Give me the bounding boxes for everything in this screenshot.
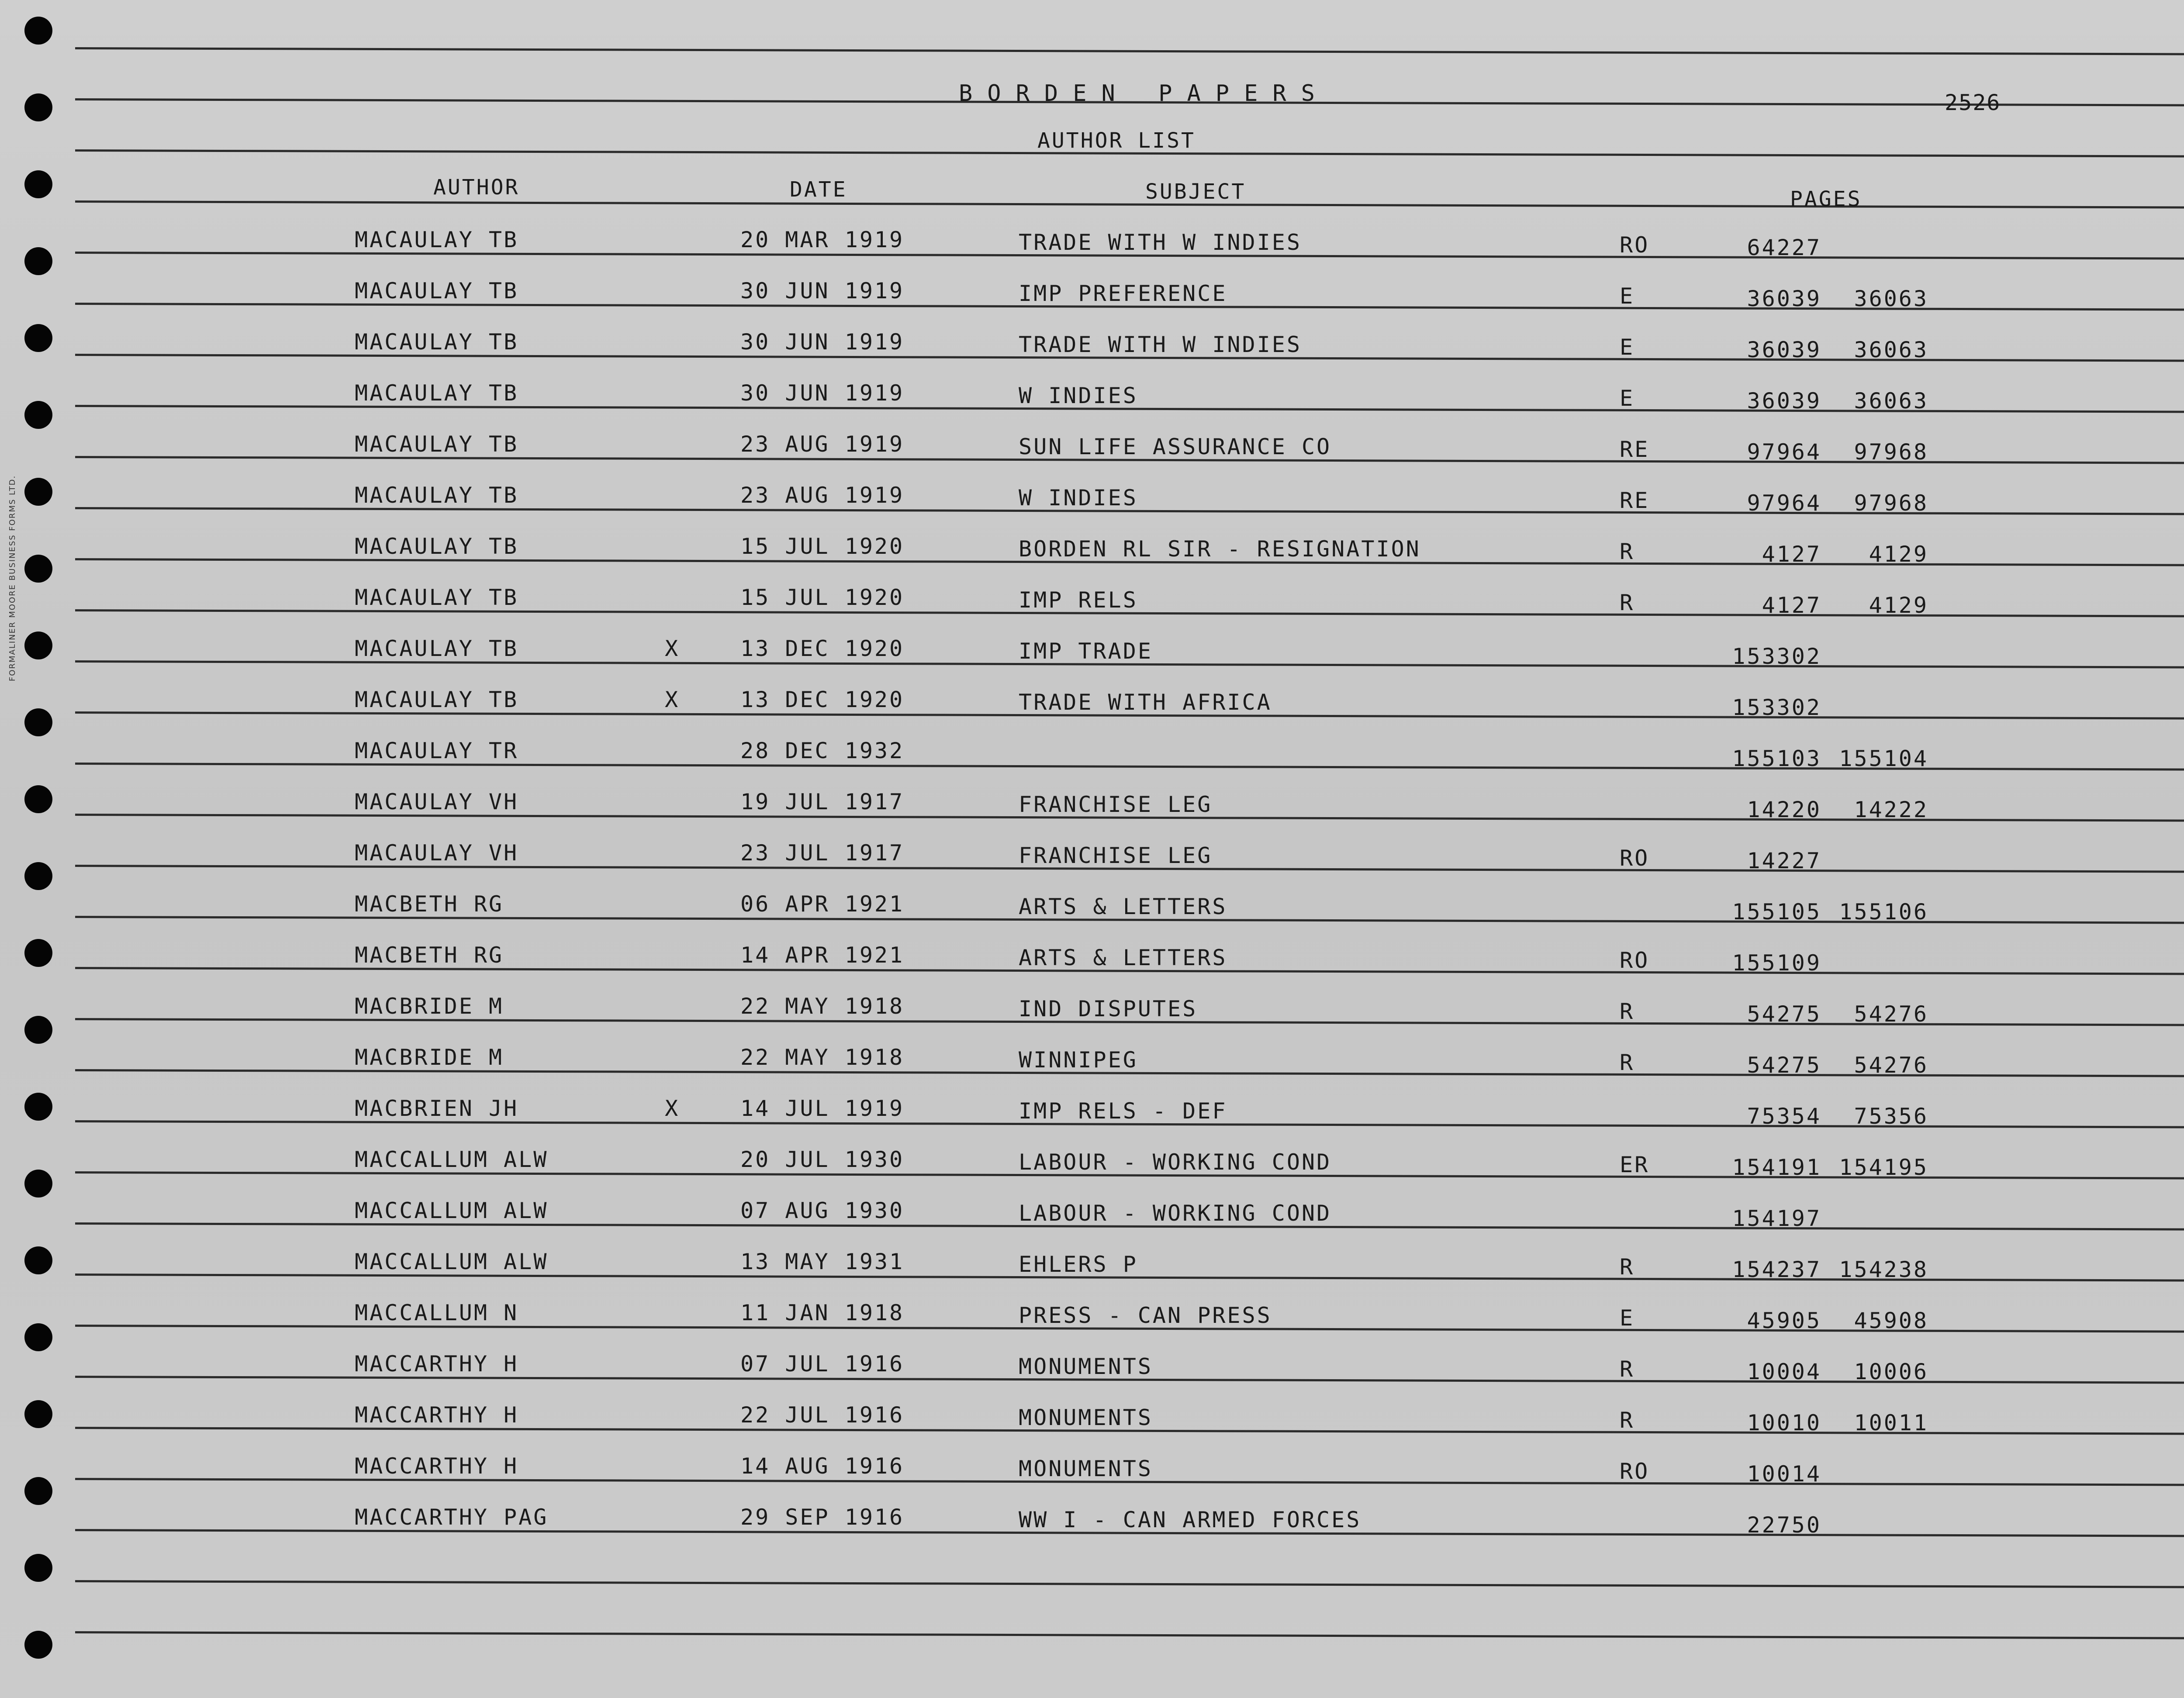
code-cell: R xyxy=(1620,1408,1635,1433)
page-to-cell: 10006 xyxy=(1854,1359,1928,1384)
author-cell: MACAULAY TB xyxy=(355,585,519,610)
page-from-cell: 75354 xyxy=(1747,1104,1821,1129)
subject-cell: WW I - CAN ARMED FORCES xyxy=(1019,1507,1362,1532)
sprocket-hole xyxy=(24,401,52,429)
date-cell: 22 MAY 1918 xyxy=(740,994,905,1019)
flag-cell: X xyxy=(665,636,680,661)
date-cell: 15 JUL 1920 xyxy=(740,534,905,559)
author-cell: MACBETH RG xyxy=(355,891,504,917)
page-from-cell: 4127 xyxy=(1762,593,1821,618)
page-from-cell: 155103 xyxy=(1732,746,1821,771)
column-header-subject: SUBJECT xyxy=(1145,179,1246,204)
page-to-cell: 154195 xyxy=(1839,1155,1928,1180)
page-from-cell: 54275 xyxy=(1747,1001,1821,1027)
subject-cell: FRANCHISE LEG xyxy=(1019,792,1213,817)
subject-cell: IMP RELS xyxy=(1019,587,1138,613)
date-cell: 19 JUL 1917 xyxy=(740,789,905,814)
date-cell: 23 AUG 1919 xyxy=(740,483,905,508)
date-cell: 11 JAN 1918 xyxy=(740,1300,905,1325)
page-subtitle: AUTHOR LIST xyxy=(1037,128,1196,153)
author-cell: MACBRIEN JH xyxy=(355,1096,519,1121)
date-cell: 07 AUG 1930 xyxy=(740,1198,905,1223)
author-cell: MACAULAY TR xyxy=(355,738,519,763)
subject-cell: IMP TRADE xyxy=(1019,638,1153,664)
author-cell: MACCARTHY H xyxy=(355,1453,519,1479)
subject-cell: MONUMENTS xyxy=(1019,1456,1153,1481)
author-cell: MACCARTHY H xyxy=(355,1402,519,1428)
author-cell: MACAULAY TB xyxy=(355,380,519,406)
page-from-cell: 4127 xyxy=(1762,542,1821,567)
author-cell: MACAULAY TB xyxy=(355,534,519,559)
date-cell: 13 MAY 1931 xyxy=(740,1249,905,1274)
subject-cell: ARTS & LETTERS xyxy=(1019,945,1227,970)
page-from-cell: 14227 xyxy=(1747,848,1821,873)
page-to-cell: 4129 xyxy=(1869,542,1928,567)
sprocket-hole xyxy=(24,247,52,275)
author-cell: MACAULAY VH xyxy=(355,789,519,814)
page-to-cell: 4129 xyxy=(1869,593,1928,618)
code-cell: RO xyxy=(1620,846,1650,871)
subject-cell: FRANCHISE LEG xyxy=(1019,843,1213,868)
sprocket-hole xyxy=(24,1246,52,1274)
date-cell: 30 JUN 1919 xyxy=(740,329,905,355)
page-to-cell: 155106 xyxy=(1839,899,1928,925)
page-from-cell: 64227 xyxy=(1747,235,1821,260)
subject-cell: PRESS - CAN PRESS xyxy=(1019,1303,1272,1328)
page-from-cell: 36039 xyxy=(1747,388,1821,414)
page-to-cell: 36063 xyxy=(1854,388,1928,414)
page-from-cell: 36039 xyxy=(1747,337,1821,362)
sprocket-hole xyxy=(24,939,52,967)
ruled-line xyxy=(75,47,2184,55)
page-from-cell: 10014 xyxy=(1747,1461,1821,1487)
page-from-cell: 54275 xyxy=(1747,1053,1821,1078)
date-cell: 22 JUL 1916 xyxy=(740,1402,905,1428)
sprocket-hole xyxy=(24,478,52,506)
date-cell: 07 JUL 1916 xyxy=(740,1351,905,1377)
sprocket-hole xyxy=(24,1016,52,1044)
sprocket-hole xyxy=(24,862,52,890)
subject-cell: TRADE WITH AFRICA xyxy=(1019,690,1272,715)
subject-cell: SUN LIFE ASSURANCE CO xyxy=(1019,434,1332,459)
code-cell: R xyxy=(1620,590,1635,615)
author-cell: MACCALLUM ALW xyxy=(355,1198,549,1223)
page-to-cell: 36063 xyxy=(1854,337,1928,362)
code-cell: R xyxy=(1620,999,1635,1024)
code-cell: E xyxy=(1620,283,1635,309)
subject-cell: LABOUR - WORKING COND xyxy=(1019,1201,1332,1226)
page-to-cell: 14222 xyxy=(1854,797,1928,822)
sprocket-hole xyxy=(24,1400,52,1428)
subject-cell: MONUMENTS xyxy=(1019,1354,1153,1379)
page-from-cell: 36039 xyxy=(1747,286,1821,311)
sprocket-hole xyxy=(24,785,52,813)
subject-cell: ARTS & LETTERS xyxy=(1019,894,1227,919)
author-cell: MACAULAY TB xyxy=(355,483,519,508)
subject-cell: BORDEN RL SIR - RESIGNATION xyxy=(1019,536,1421,562)
sprocket-hole xyxy=(24,1631,52,1659)
code-cell: RE xyxy=(1620,488,1650,513)
subject-cell: W INDIES xyxy=(1019,383,1138,408)
sprocket-hole xyxy=(24,708,52,736)
code-cell: E xyxy=(1620,386,1635,411)
author-cell: MACCARTHY PAG xyxy=(355,1505,549,1530)
sprocket-hole xyxy=(24,170,52,198)
subject-cell: MONUMENTS xyxy=(1019,1405,1153,1430)
sprocket-hole xyxy=(24,1554,52,1582)
sprocket-hole xyxy=(24,632,52,659)
date-cell: 14 JUL 1919 xyxy=(740,1096,905,1121)
margin-imprint: FORMALINER MOORE BUSINESS FORMS LTD. xyxy=(8,475,17,681)
subject-cell: IMP RELS - DEF xyxy=(1019,1098,1227,1124)
column-header-date: DATE xyxy=(790,177,847,202)
page-from-cell: 153302 xyxy=(1732,695,1821,720)
code-cell: RO xyxy=(1620,948,1650,973)
date-cell: 13 DEC 1920 xyxy=(740,687,905,712)
sprocket-hole xyxy=(24,17,52,45)
author-cell: MACAULAY TB xyxy=(355,431,519,457)
page-from-cell: 45905 xyxy=(1747,1308,1821,1333)
code-cell: RO xyxy=(1620,232,1650,258)
author-cell: MACCALLUM N xyxy=(355,1300,519,1325)
code-cell: R xyxy=(1620,1356,1635,1382)
sprocket-hole xyxy=(24,93,52,121)
author-cell: MACAULAY VH xyxy=(355,840,519,866)
ruled-line xyxy=(75,200,2184,209)
date-cell: 14 APR 1921 xyxy=(740,942,905,968)
page-from-cell: 154197 xyxy=(1732,1206,1821,1231)
code-cell: RO xyxy=(1620,1459,1650,1484)
page-to-cell: 54276 xyxy=(1854,1001,1928,1027)
subject-cell: TRADE WITH W INDIES xyxy=(1019,230,1302,255)
date-cell: 23 JUL 1917 xyxy=(740,840,905,866)
subject-cell: EHLERS P xyxy=(1019,1252,1138,1277)
page-from-cell: 153302 xyxy=(1732,644,1821,669)
page-to-cell: 45908 xyxy=(1854,1308,1928,1333)
page-from-cell: 155105 xyxy=(1732,899,1821,925)
page-to-cell: 97968 xyxy=(1854,490,1928,516)
date-cell: 20 JUL 1930 xyxy=(740,1147,905,1172)
page-from-cell: 10010 xyxy=(1747,1410,1821,1436)
date-cell: 20 MAR 1919 xyxy=(740,227,905,252)
subject-cell: IND DISPUTES xyxy=(1019,996,1198,1022)
author-cell: MACBRIDE M xyxy=(355,994,504,1019)
page-to-cell: 97968 xyxy=(1854,439,1928,465)
sprocket-hole xyxy=(24,324,52,352)
author-cell: MACBRIDE M xyxy=(355,1045,504,1070)
date-cell: 28 DEC 1932 xyxy=(740,738,905,763)
page-from-cell: 97964 xyxy=(1747,490,1821,516)
page-from-cell: 14220 xyxy=(1747,797,1821,822)
sprocket-hole xyxy=(24,1477,52,1505)
author-cell: MACCALLUM ALW xyxy=(355,1249,549,1274)
author-cell: MACCALLUM ALW xyxy=(355,1147,549,1172)
code-cell: R xyxy=(1620,1050,1635,1075)
date-cell: 30 JUN 1919 xyxy=(740,380,905,406)
page-to-cell: 155104 xyxy=(1839,746,1928,771)
flag-cell: X xyxy=(665,687,680,712)
page-from-cell: 10004 xyxy=(1747,1359,1821,1384)
code-cell: ER xyxy=(1620,1152,1650,1177)
code-cell: E xyxy=(1620,1305,1635,1331)
author-cell: MACAULAY TB xyxy=(355,227,519,252)
page-from-cell: 22750 xyxy=(1747,1512,1821,1538)
page-to-cell: 154238 xyxy=(1839,1257,1928,1282)
page-to-cell: 54276 xyxy=(1854,1053,1928,1078)
code-cell: R xyxy=(1620,539,1635,564)
page-from-cell: 154237 xyxy=(1732,1257,1821,1282)
sheet-number: 2526 xyxy=(1945,90,2001,115)
author-cell: MACAULAY TB xyxy=(355,278,519,304)
sprocket-hole xyxy=(24,1170,52,1198)
code-cell: RE xyxy=(1620,437,1650,462)
date-cell: 13 DEC 1920 xyxy=(740,636,905,661)
date-cell: 23 AUG 1919 xyxy=(740,431,905,457)
page-from-cell: 154191 xyxy=(1732,1155,1821,1180)
page-to-cell: 75356 xyxy=(1854,1104,1928,1129)
column-header-author: AUTHOR xyxy=(433,175,520,200)
date-cell: 15 JUL 1920 xyxy=(740,585,905,610)
page-to-cell: 10011 xyxy=(1854,1410,1928,1436)
author-cell: MACCARTHY H xyxy=(355,1351,519,1377)
subject-cell: W INDIES xyxy=(1019,485,1138,511)
page-from-cell: 97964 xyxy=(1747,439,1821,465)
date-cell: 29 SEP 1916 xyxy=(740,1505,905,1530)
ruled-line xyxy=(75,1631,2184,1639)
subject-cell: IMP PREFERENCE xyxy=(1019,281,1227,306)
date-cell: 22 MAY 1918 xyxy=(740,1045,905,1070)
date-cell: 06 APR 1921 xyxy=(740,891,905,917)
page-to-cell: 36063 xyxy=(1854,286,1928,311)
author-cell: MACAULAY TB xyxy=(355,687,519,712)
subject-cell: LABOUR - WORKING COND xyxy=(1019,1149,1332,1175)
flag-cell: X xyxy=(665,1096,680,1121)
subject-cell: WINNIPEG xyxy=(1019,1047,1138,1073)
sprocket-hole xyxy=(24,1093,52,1121)
sprocket-hole xyxy=(24,555,52,583)
ruled-line xyxy=(75,1580,2184,1588)
page-title: BORDEN PAPERS xyxy=(959,80,1330,107)
column-header-pages: PAGES xyxy=(1790,187,1862,211)
sprocket-hole xyxy=(24,1323,52,1351)
author-cell: MACAULAY TB xyxy=(355,329,519,355)
author-cell: MACBETH RG xyxy=(355,942,504,968)
date-cell: 14 AUG 1916 xyxy=(740,1453,905,1479)
date-cell: 30 JUN 1919 xyxy=(740,278,905,304)
code-cell: E xyxy=(1620,335,1635,360)
subject-cell: TRADE WITH W INDIES xyxy=(1019,332,1302,357)
author-cell: MACAULAY TB xyxy=(355,636,519,661)
page-from-cell: 155109 xyxy=(1732,950,1821,976)
code-cell: R xyxy=(1620,1254,1635,1280)
